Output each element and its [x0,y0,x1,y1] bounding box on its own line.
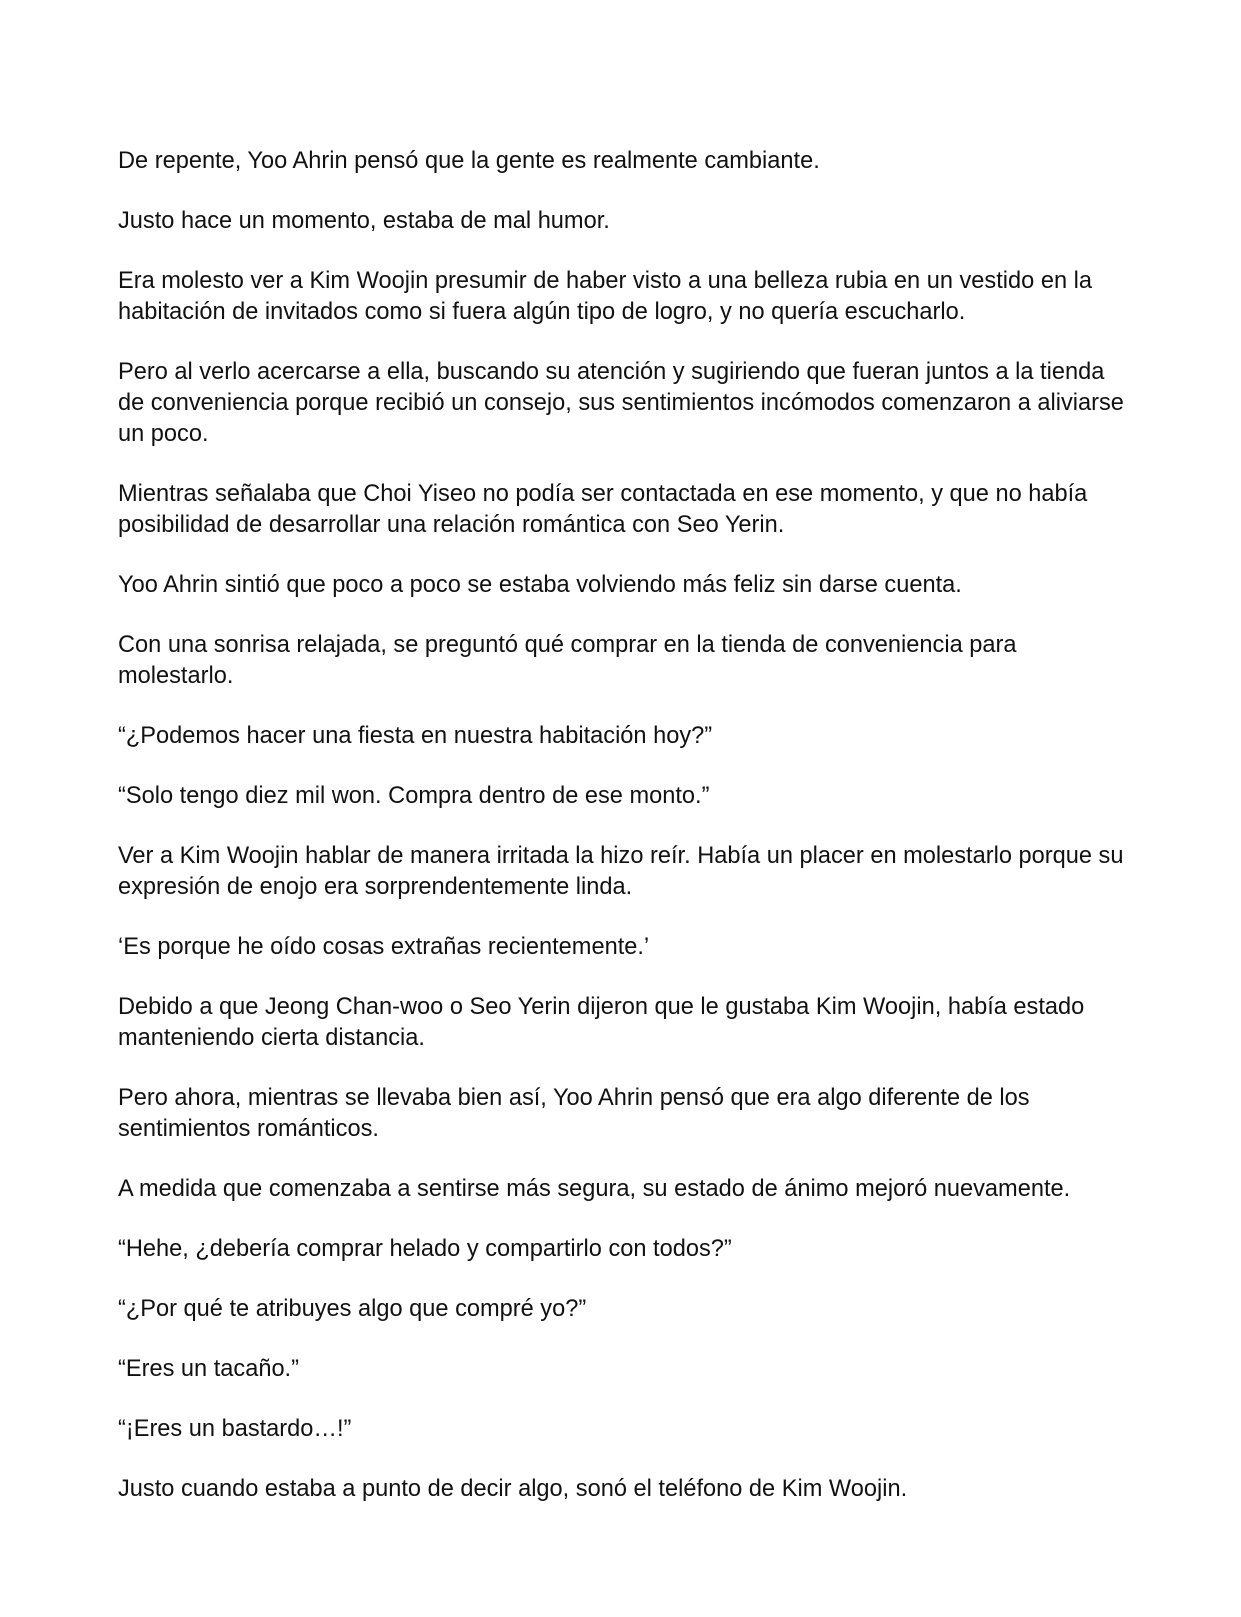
paragraph: Justo cuando estaba a punto de decir algo, sonó el teléfono de Kim Woojin. [118,1476,908,1502]
paragraph: Debido a que Jeong Chan-woo o Seo Yerin dijeron que le gustaba Kim Woojin, había estado manteniendo cierta distancia. [118,994,1085,1051]
paragraph: Pero ahora, mientras se llevaba bien así, Yoo Ahrin pensó que era algo diferente de los sentimientos románticos. [118,1085,1030,1142]
dialogue-line: “¿Podemos hacer una fiesta en nuestra habitación hoy?” [118,723,713,749]
paragraph: Yoo Ahrin sintió que poco a poco se estaba volviendo más feliz sin darse cuenta. [118,572,962,598]
dialogue-line: “¡Eres un bastardo…!” [118,1416,352,1442]
paragraph: A medida que comenzaba a sentirse más segura, su estado de ánimo mejoró nuevamente. [118,1176,1071,1202]
dialogue-line: “¿Por qué te atribuyes algo que compré yo?” [118,1296,587,1322]
dialogue-line: “Eres un tacaño.” [118,1356,299,1382]
paragraph: Ver a Kim Woojin hablar de manera irritada la hizo reír. Había un placer en molestarlo porque su expresión de enojo era sorprendentemente linda. [118,843,1124,900]
thought-line: ‘Es porque he oído cosas extrañas recientemente.’ [118,934,650,960]
paragraph: Con una sonrisa relajada, se preguntó qué comprar en la tienda de conveniencia para molestarlo. [118,632,1017,689]
dialogue-line: “Solo tengo diez mil won. Compra dentro de ese monto.” [118,783,710,809]
paragraph: Justo hace un momento, estaba de mal humor. [118,208,610,234]
paragraph: De repente, Yoo Ahrin pensó que la gente es realmente cambiante. [118,148,820,174]
dialogue-line: “Hehe, ¿debería comprar helado y compartirlo con todos?” [118,1236,732,1262]
paragraph: Pero al verlo acercarse a ella, buscando su atención y sugiriendo que fueran juntos a la tienda de conveniencia porque recibió un consejo, sus sentimientos incómodos comenzaron a aliviarse un poco. [118,359,1124,447]
document-body [118,146,1128,1505]
paragraph: Mientras señalaba que Choi Yiseo no podía ser contactada en ese momento, y que no había posibilidad de desarrollar una relación romántica con Seo Yerin. [118,481,1088,538]
paragraph: Era molesto ver a Kim Woojin presumir de haber visto a una belleza rubia en un vestido en la habitación de invitados como si fuera algún tipo de logro, y no quería escucharlo. [118,268,1092,325]
